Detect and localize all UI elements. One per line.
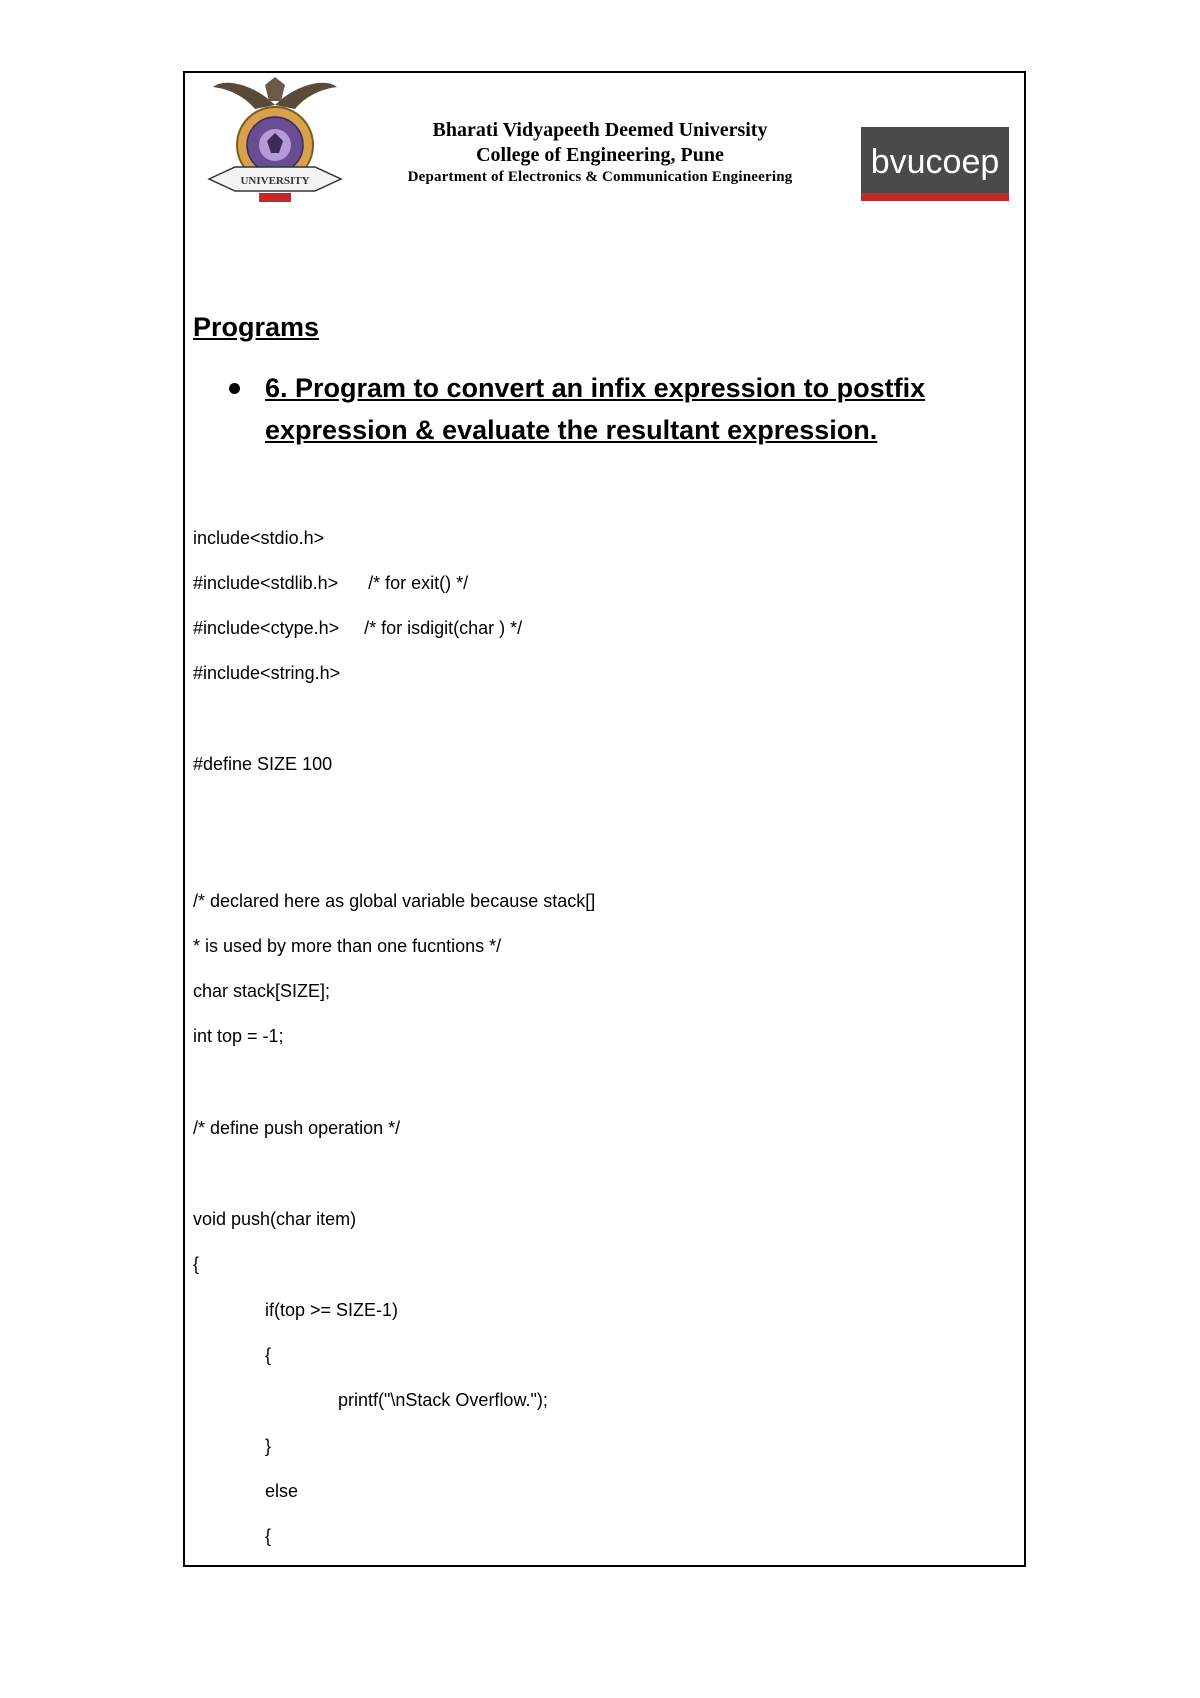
letterhead xyxy=(185,73,1024,213)
college-name: College of Engineering, Pune xyxy=(476,144,724,166)
letterhead-text xyxy=(375,118,825,187)
university-emblem xyxy=(195,75,355,205)
code-line: void push(char item) xyxy=(193,1209,357,1229)
code-line: { xyxy=(265,1526,272,1546)
code-line: char stack[SIZE]; xyxy=(193,981,331,1001)
code-line: #include<ctype.h> /* for isdigit(char ) */ xyxy=(193,618,523,638)
bvucoep-logo xyxy=(861,127,1009,201)
code-line: /* define push operation */ xyxy=(193,1118,401,1138)
svg-text:UNIVERSITY: UNIVERSITY xyxy=(240,175,310,187)
program-title: 6. Program to convert an infix expression to postfix expression & evaluate the resultant expression. xyxy=(265,373,926,445)
code-line: #define SIZE 100 xyxy=(193,754,333,774)
section-heading: Programs xyxy=(193,312,320,342)
code-line: /* declared here as global variable because stack[] xyxy=(193,891,596,911)
page-frame xyxy=(183,71,1026,1567)
code-line: * is used by more than one fucntions */ xyxy=(193,936,502,956)
content-area xyxy=(193,309,1014,451)
department-name: Department of Electronics & Communication Engineering xyxy=(407,169,793,185)
university-name: Bharati Vidyapeeth Deemed University xyxy=(432,119,768,141)
program-item xyxy=(193,367,985,451)
bullet-icon xyxy=(229,383,240,394)
code-line: printf("\nStack Overflow."); xyxy=(338,1390,548,1410)
code-line: else xyxy=(265,1481,299,1501)
svg-text:bvucoep: bvucoep xyxy=(870,143,1000,181)
code-line: #include<stdlib.h> /* for exit() */ xyxy=(193,573,469,593)
code-line: int top = -1; xyxy=(193,1026,284,1046)
code-line: } xyxy=(265,1436,272,1456)
code-line: { xyxy=(265,1345,272,1365)
code-line: { xyxy=(193,1254,200,1274)
code-line: if(top >= SIZE-1) xyxy=(265,1300,399,1320)
code-line: include<stdio.h> xyxy=(193,528,325,548)
code-line: #include<string.h> xyxy=(193,663,341,683)
